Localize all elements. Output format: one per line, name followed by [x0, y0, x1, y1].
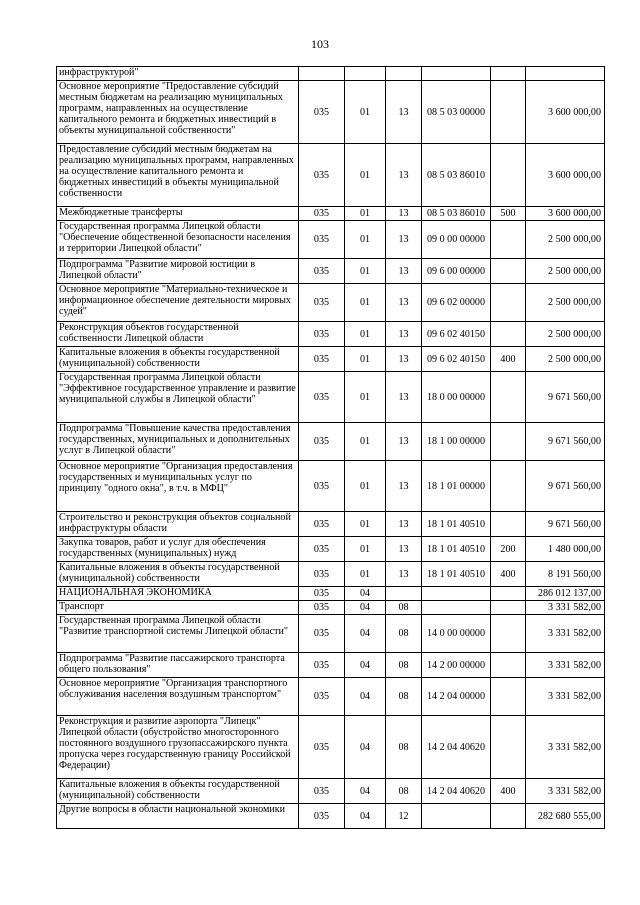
expense-type-cell [491, 67, 526, 81]
subsection-code-cell [386, 587, 422, 601]
amount-cell: 3 331 582,00 [526, 716, 605, 779]
target-article-cell [422, 804, 491, 829]
expense-type-cell [491, 372, 526, 423]
amount-cell: 3 600 000,00 [526, 144, 605, 207]
expense-type-cell [491, 601, 526, 615]
section-code-cell: 01 [345, 81, 386, 144]
expense-type-cell [491, 259, 526, 284]
item-name-cell: Основное мероприятие "Организация транспортного обслуживания населения воздушным транспортом" [57, 678, 299, 716]
subsection-code-cell: 13 [386, 81, 422, 144]
expense-type-cell [491, 461, 526, 512]
section-code-cell: 01 [345, 207, 386, 221]
target-article-cell: 09 0 00 00000 [422, 221, 491, 259]
item-name-cell: Строительство и реконструкция объектов социальной инфраструктуры области [57, 512, 299, 537]
amount-cell: 3 600 000,00 [526, 207, 605, 221]
expense-type-cell [491, 81, 526, 144]
ved-code-cell: 035 [299, 587, 345, 601]
section-code-cell: 04 [345, 804, 386, 829]
subsection-code-cell: 13 [386, 423, 422, 461]
section-code-cell [345, 67, 386, 81]
item-name-cell: Основное мероприятие "Предоставление субсидий местным бюджетам на реализацию муниципальных программ, направленных на осуществление капитального ремонта и бюджетных инвестиций в объекты муниципальной собственности" [57, 81, 299, 144]
subsection-code-cell: 13 [386, 372, 422, 423]
section-code-cell: 04 [345, 779, 386, 804]
ved-code-cell: 035 [299, 221, 345, 259]
target-article-cell: 08 5 03 00000 [422, 81, 491, 144]
section-code-cell: 01 [345, 537, 386, 562]
subsection-code-cell: 08 [386, 653, 422, 678]
section-code-cell: 01 [345, 221, 386, 259]
table-row [57, 461, 605, 512]
item-name-cell: Капитальные вложения в объекты государственной (муниципальной) собственности [57, 779, 299, 804]
subsection-code-cell: 08 [386, 678, 422, 716]
section-code-cell: 01 [345, 259, 386, 284]
subsection-code-cell: 08 [386, 601, 422, 615]
section-code-cell: 01 [345, 372, 386, 423]
table-row [57, 804, 605, 829]
section-code-cell: 04 [345, 587, 386, 601]
table-row [57, 423, 605, 461]
ved-code-cell: 035 [299, 284, 345, 322]
table-row [57, 284, 605, 322]
target-article-cell: 18 1 01 00000 [422, 461, 491, 512]
item-name-cell: Подпрограмма "Развитие пассажирского транспорта общего пользования" [57, 653, 299, 678]
target-article-cell: 08 5 03 86010 [422, 144, 491, 207]
subsection-code-cell: 13 [386, 537, 422, 562]
target-article-cell: 18 0 00 00000 [422, 372, 491, 423]
subsection-code-cell: 13 [386, 512, 422, 537]
page-number: 103 [311, 37, 329, 51]
amount-cell: 2 500 000,00 [526, 259, 605, 284]
target-article-cell: 18 1 00 00000 [422, 423, 491, 461]
table-row [57, 372, 605, 423]
table-row [57, 615, 605, 653]
ved-code-cell: 035 [299, 615, 345, 653]
expense-type-cell [491, 423, 526, 461]
subsection-code-cell: 08 [386, 779, 422, 804]
subsection-code-cell: 13 [386, 322, 422, 347]
ved-code-cell: 035 [299, 562, 345, 587]
ved-code-cell: 035 [299, 512, 345, 537]
expense-type-cell [491, 653, 526, 678]
item-name-cell: Подпрограмма "Развитие мировой юстиции в Липецкой области" [57, 259, 299, 284]
item-name-cell: Государственная программа Липецкой области "Обеспечение общественной безопасности населения и территории Липецкой области" [57, 221, 299, 259]
target-article-cell: 14 2 04 40620 [422, 716, 491, 779]
table-row [57, 587, 605, 601]
expense-type-cell [491, 804, 526, 829]
section-code-cell: 04 [345, 615, 386, 653]
item-name-cell: НАЦИОНАЛЬНАЯ ЭКОНОМИКА [57, 587, 299, 601]
ved-code-cell: 035 [299, 653, 345, 678]
item-name-cell: Государственная программа Липецкой области "Развитие транспортной системы Липецкой области" [57, 615, 299, 653]
expense-type-cell [491, 678, 526, 716]
item-name-cell: инфраструктурой" [57, 67, 299, 81]
ved-code-cell: 035 [299, 779, 345, 804]
amount-cell: 2 500 000,00 [526, 347, 605, 372]
target-article-cell: 09 6 02 00000 [422, 284, 491, 322]
ved-code-cell: 035 [299, 461, 345, 512]
amount-cell: 3 331 582,00 [526, 615, 605, 653]
expense-type-cell [491, 512, 526, 537]
subsection-code-cell: 08 [386, 716, 422, 779]
amount-cell: 3 331 582,00 [526, 653, 605, 678]
amount-cell: 9 671 560,00 [526, 372, 605, 423]
table-row [57, 678, 605, 716]
table-row [57, 562, 605, 587]
amount-cell: 3 331 582,00 [526, 601, 605, 615]
target-article-cell: 18 1 01 40510 [422, 537, 491, 562]
item-name-cell: Государственная программа Липецкой области "Эффективное государственное управление и развитие муниципальной службы в Липецкой области" [57, 372, 299, 423]
ved-code-cell: 035 [299, 423, 345, 461]
subsection-code-cell: 13 [386, 284, 422, 322]
section-code-cell: 01 [345, 562, 386, 587]
subsection-code-cell: 13 [386, 347, 422, 372]
target-article-cell: 09 6 00 00000 [422, 259, 491, 284]
amount-cell: 9 671 560,00 [526, 423, 605, 461]
target-article-cell: 14 2 04 40620 [422, 779, 491, 804]
amount-cell: 2 500 000,00 [526, 284, 605, 322]
expense-type-cell [491, 322, 526, 347]
item-name-cell: Межбюджетные трансферты [57, 207, 299, 221]
subsection-code-cell: 13 [386, 259, 422, 284]
section-code-cell: 01 [345, 512, 386, 537]
item-name-cell: Основное мероприятие "Материально-техническое и информационное обеспечение деятельности мировых судей" [57, 284, 299, 322]
expense-type-cell: 400 [491, 347, 526, 372]
ved-code-cell: 035 [299, 804, 345, 829]
amount-cell: 3 331 582,00 [526, 678, 605, 716]
subsection-code-cell: 13 [386, 221, 422, 259]
expense-type-cell: 400 [491, 779, 526, 804]
expense-type-cell [491, 587, 526, 601]
amount-cell: 8 191 560,00 [526, 562, 605, 587]
table-row [57, 259, 605, 284]
subsection-code-cell: 13 [386, 562, 422, 587]
target-article-cell: 14 2 04 00000 [422, 678, 491, 716]
section-code-cell: 01 [345, 144, 386, 207]
ved-code-cell: 035 [299, 601, 345, 615]
ved-code-cell: 035 [299, 716, 345, 779]
ved-code-cell [299, 67, 345, 81]
ved-code-cell: 035 [299, 144, 345, 207]
subsection-code-cell [386, 67, 422, 81]
item-name-cell: Закупка товаров, работ и услуг для обеспечения государственных (муниципальных) нужд [57, 537, 299, 562]
section-code-cell: 01 [345, 461, 386, 512]
subsection-code-cell: 13 [386, 144, 422, 207]
table-row [57, 144, 605, 207]
item-name-cell: Другие вопросы в области национальной экономики [57, 804, 299, 829]
ved-code-cell: 035 [299, 347, 345, 372]
subsection-code-cell: 13 [386, 207, 422, 221]
item-name-cell: Предоставление субсидий местным бюджетам на реализацию муниципальных программ, направленных на осуществление капитального ремонта и бюджетных инвестиций в объекты муниципальной собственности [57, 144, 299, 207]
ved-code-cell: 035 [299, 322, 345, 347]
target-article-cell: 14 2 00 00000 [422, 653, 491, 678]
section-code-cell: 04 [345, 653, 386, 678]
expense-type-cell [491, 615, 526, 653]
item-name-cell: Реконструкция объектов государственной собственности Липецкой области [57, 322, 299, 347]
amount-cell: 282 680 555,00 [526, 804, 605, 829]
section-code-cell: 01 [345, 284, 386, 322]
expense-type-cell [491, 221, 526, 259]
table-row [57, 716, 605, 779]
subsection-code-cell: 13 [386, 461, 422, 512]
budget-table [56, 66, 605, 829]
target-article-cell: 08 5 03 86010 [422, 207, 491, 221]
amount-cell: 2 500 000,00 [526, 221, 605, 259]
table-body [57, 67, 605, 829]
expense-type-cell [491, 284, 526, 322]
table-row [57, 601, 605, 615]
table-row [57, 81, 605, 144]
target-article-cell: 09 6 02 40150 [422, 322, 491, 347]
expense-type-cell: 500 [491, 207, 526, 221]
table-row [57, 322, 605, 347]
target-article-cell: 14 0 00 00000 [422, 615, 491, 653]
amount-cell: 3 600 000,00 [526, 81, 605, 144]
target-article-cell [422, 587, 491, 601]
ved-code-cell: 035 [299, 678, 345, 716]
expense-type-cell [491, 144, 526, 207]
expense-type-cell [491, 716, 526, 779]
table-row [57, 67, 605, 81]
ved-code-cell: 035 [299, 81, 345, 144]
section-code-cell: 04 [345, 678, 386, 716]
amount-cell: 3 331 582,00 [526, 779, 605, 804]
ved-code-cell: 035 [299, 372, 345, 423]
table-row [57, 512, 605, 537]
amount-cell: 2 500 000,00 [526, 322, 605, 347]
target-article-cell: 09 6 02 40150 [422, 347, 491, 372]
table-row [57, 653, 605, 678]
amount-cell: 1 480 000,00 [526, 537, 605, 562]
target-article-cell [422, 67, 491, 81]
section-code-cell: 01 [345, 347, 386, 372]
target-article-cell [422, 601, 491, 615]
ved-code-cell: 035 [299, 259, 345, 284]
table-row [57, 779, 605, 804]
amount-cell [526, 67, 605, 81]
item-name-cell: Капитальные вложения в объекты государственной (муниципальной) собственности [57, 347, 299, 372]
amount-cell: 9 671 560,00 [526, 461, 605, 512]
expense-type-cell: 400 [491, 562, 526, 587]
subsection-code-cell: 12 [386, 804, 422, 829]
section-code-cell: 04 [345, 601, 386, 615]
target-article-cell: 18 1 01 40510 [422, 512, 491, 537]
item-name-cell: Транспорт [57, 601, 299, 615]
table-row [57, 221, 605, 259]
section-code-cell: 04 [345, 716, 386, 779]
item-name-cell: Реконструкция и развитие аэропорта "Липецк" Липецкой области (обустройство многосторонного постоянного воздушного грузопассажирского пункта пропуска через государственную границу Российской Федерации) [57, 716, 299, 779]
table-row [57, 537, 605, 562]
item-name-cell: Капитальные вложения в объекты государственной (муниципальной) собственности [57, 562, 299, 587]
section-code-cell: 01 [345, 423, 386, 461]
ved-code-cell: 035 [299, 207, 345, 221]
target-article-cell: 18 1 01 40510 [422, 562, 491, 587]
item-name-cell: Основное мероприятие "Организация предоставления государственных и муниципальных услуг по принципу "одного окна", в т.ч. в МФЦ" [57, 461, 299, 512]
table-row [57, 207, 605, 221]
item-name-cell: Подпрограмма "Повышение качества предоставления государственных, муниципальных и дополнительных услуг в Липецкой области" [57, 423, 299, 461]
subsection-code-cell: 08 [386, 615, 422, 653]
expense-type-cell: 200 [491, 537, 526, 562]
table-row [57, 347, 605, 372]
amount-cell: 9 671 560,00 [526, 512, 605, 537]
amount-cell: 286 012 137,00 [526, 587, 605, 601]
section-code-cell: 01 [345, 322, 386, 347]
ved-code-cell: 035 [299, 537, 345, 562]
